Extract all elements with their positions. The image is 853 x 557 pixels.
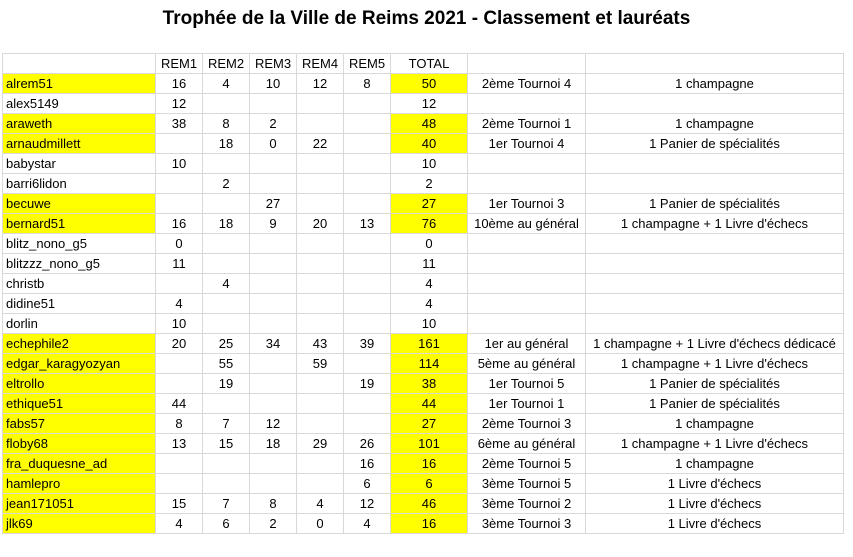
rem4-cell[interactable]: 43 xyxy=(297,334,344,354)
placement-cell[interactable]: 10ème au général xyxy=(468,214,586,234)
empty-cell[interactable] xyxy=(586,174,844,194)
prize-cell[interactable]: 1 Livre d'échecs xyxy=(586,514,844,534)
rem1-cell[interactable]: 4 xyxy=(156,294,203,314)
empty-cell[interactable] xyxy=(586,254,844,274)
rem5-cell[interactable]: 26 xyxy=(344,434,391,454)
empty-cell[interactable] xyxy=(586,94,844,114)
rem3-cell[interactable] xyxy=(250,154,297,174)
rem2-cell[interactable]: 15 xyxy=(203,434,250,454)
rem5-cell[interactable]: 8 xyxy=(344,74,391,94)
rem4-cell[interactable] xyxy=(297,194,344,214)
rem4-cell[interactable] xyxy=(297,474,344,494)
prize-cell[interactable]: 1 champagne xyxy=(586,414,844,434)
rem3-cell[interactable]: 8 xyxy=(250,494,297,514)
total-cell[interactable]: 12 xyxy=(391,94,468,114)
rem2-cell[interactable] xyxy=(203,474,250,494)
rem3-cell[interactable] xyxy=(250,474,297,494)
player-name-cell[interactable]: eltrollo xyxy=(3,374,156,394)
player-name-cell[interactable]: jean171051 xyxy=(3,494,156,514)
empty-cell[interactable] xyxy=(468,274,586,294)
rem5-cell[interactable] xyxy=(344,414,391,434)
table-row xyxy=(3,254,844,274)
table-row xyxy=(3,334,844,354)
rem1-cell[interactable] xyxy=(156,474,203,494)
placement-cell[interactable]: 2ème Tournoi 5 xyxy=(468,454,586,474)
rem4-cell[interactable] xyxy=(297,254,344,274)
header-rem4[interactable]: REM4 xyxy=(297,54,344,74)
table-row xyxy=(3,94,844,114)
empty-cell[interactable] xyxy=(468,254,586,274)
rem1-cell[interactable]: 4 xyxy=(156,514,203,534)
player-name-cell[interactable]: christb xyxy=(3,274,156,294)
total-cell[interactable]: 50 xyxy=(391,74,468,94)
rem4-cell[interactable] xyxy=(297,414,344,434)
rem4-cell[interactable]: 20 xyxy=(297,214,344,234)
player-name-cell[interactable]: ethique51 xyxy=(3,394,156,414)
rem4-cell[interactable] xyxy=(297,374,344,394)
table-row xyxy=(3,414,844,434)
rem2-cell[interactable]: 7 xyxy=(203,414,250,434)
rem2-cell[interactable]: 19 xyxy=(203,374,250,394)
rem1-cell[interactable] xyxy=(156,354,203,374)
rem2-cell[interactable]: 2 xyxy=(203,174,250,194)
placement-cell[interactable]: 1er au général xyxy=(468,334,586,354)
rem1-cell[interactable] xyxy=(156,194,203,214)
rem2-cell[interactable]: 18 xyxy=(203,134,250,154)
total-cell[interactable]: 16 xyxy=(391,514,468,534)
empty-cell[interactable] xyxy=(468,174,586,194)
rem4-cell[interactable] xyxy=(297,114,344,134)
rem5-cell[interactable]: 39 xyxy=(344,334,391,354)
rem1-cell[interactable] xyxy=(156,174,203,194)
rem1-cell[interactable]: 10 xyxy=(156,314,203,334)
rem5-cell[interactable]: 6 xyxy=(344,474,391,494)
header-empty-cell[interactable] xyxy=(3,54,156,74)
rem1-cell[interactable]: 16 xyxy=(156,74,203,94)
player-name-cell[interactable]: didine51 xyxy=(3,294,156,314)
placement-cell[interactable]: 3ème Tournoi 3 xyxy=(468,514,586,534)
rem2-cell[interactable] xyxy=(203,154,250,174)
total-cell[interactable]: 40 xyxy=(391,134,468,154)
placement-cell[interactable]: 1er Tournoi 1 xyxy=(468,394,586,414)
rem3-cell[interactable]: 27 xyxy=(250,194,297,214)
rem3-cell[interactable] xyxy=(250,94,297,114)
rem3-cell[interactable]: 2 xyxy=(250,114,297,134)
player-name-cell[interactable]: echephile2 xyxy=(3,334,156,354)
table-row xyxy=(3,374,844,394)
rem2-cell[interactable] xyxy=(203,94,250,114)
rem4-cell[interactable] xyxy=(297,274,344,294)
rem5-cell[interactable] xyxy=(344,94,391,114)
rem3-cell[interactable]: 0 xyxy=(250,134,297,154)
prize-cell[interactable]: 1 champagne + 1 Livre d'échecs xyxy=(586,214,844,234)
rem1-cell[interactable] xyxy=(156,274,203,294)
total-cell[interactable]: 101 xyxy=(391,434,468,454)
total-cell[interactable]: 11 xyxy=(391,254,468,274)
player-name-cell[interactable]: barri6lidon xyxy=(3,174,156,194)
rem3-cell[interactable]: 34 xyxy=(250,334,297,354)
table-row xyxy=(3,134,844,154)
rem2-cell[interactable] xyxy=(203,454,250,474)
rem4-cell[interactable] xyxy=(297,94,344,114)
placement-cell[interactable]: 1er Tournoi 5 xyxy=(468,374,586,394)
rem1-cell[interactable]: 38 xyxy=(156,114,203,134)
table-row xyxy=(3,394,844,414)
prize-cell[interactable]: 1 Panier de spécialités xyxy=(586,194,844,214)
total-cell[interactable]: 10 xyxy=(391,314,468,334)
rem2-cell[interactable]: 7 xyxy=(203,494,250,514)
total-cell[interactable]: 161 xyxy=(391,334,468,354)
rem1-cell[interactable] xyxy=(156,374,203,394)
placement-cell[interactable]: 1er Tournoi 3 xyxy=(468,194,586,214)
player-name-cell[interactable]: jlk69 xyxy=(3,514,156,534)
total-cell[interactable]: 114 xyxy=(391,354,468,374)
rem5-cell[interactable] xyxy=(344,154,391,174)
header-row xyxy=(3,54,844,74)
player-name-cell[interactable]: fra_duquesne_ad xyxy=(3,454,156,474)
rem1-cell[interactable]: 20 xyxy=(156,334,203,354)
rem2-cell[interactable]: 4 xyxy=(203,74,250,94)
rem4-cell[interactable]: 59 xyxy=(297,354,344,374)
placement-cell[interactable]: 3ème Tournoi 2 xyxy=(468,494,586,514)
rem4-cell[interactable]: 22 xyxy=(297,134,344,154)
placement-cell[interactable]: 2ème Tournoi 4 xyxy=(468,74,586,94)
rem5-cell[interactable]: 19 xyxy=(344,374,391,394)
rem1-cell[interactable]: 11 xyxy=(156,254,203,274)
placement-cell[interactable]: 3ème Tournoi 5 xyxy=(468,474,586,494)
rem3-cell[interactable]: 18 xyxy=(250,434,297,454)
player-name-cell[interactable]: alex5149 xyxy=(3,94,156,114)
total-cell[interactable]: 76 xyxy=(391,214,468,234)
rem1-cell[interactable]: 8 xyxy=(156,414,203,434)
rem3-cell[interactable]: 9 xyxy=(250,214,297,234)
table-row xyxy=(3,154,844,174)
rem5-cell[interactable] xyxy=(344,274,391,294)
rem2-cell[interactable] xyxy=(203,394,250,414)
prize-cell[interactable]: 1 champagne xyxy=(586,454,844,474)
rem3-cell[interactable]: 10 xyxy=(250,74,297,94)
player-name-cell[interactable]: blitz_nono_g5 xyxy=(3,234,156,254)
placement-cell[interactable]: 2ème Tournoi 3 xyxy=(468,414,586,434)
rem4-cell[interactable] xyxy=(297,174,344,194)
sheet-title: Trophée de la Ville de Reims 2021 - Classement et lauréats xyxy=(162,8,691,29)
rem4-cell[interactable] xyxy=(297,234,344,254)
total-cell[interactable]: 48 xyxy=(391,114,468,134)
player-name-cell[interactable]: araweth xyxy=(3,114,156,134)
player-name-cell[interactable]: floby68 xyxy=(3,434,156,454)
rem3-cell[interactable] xyxy=(250,374,297,394)
player-name-cell[interactable]: becuwe xyxy=(3,194,156,214)
rem5-cell[interactable] xyxy=(344,314,391,334)
table-row xyxy=(3,174,844,194)
empty-cell[interactable] xyxy=(468,234,586,254)
rem1-cell[interactable]: 12 xyxy=(156,94,203,114)
rem3-cell[interactable] xyxy=(250,354,297,374)
prize-cell[interactable]: 1 Livre d'échecs xyxy=(586,474,844,494)
table-row xyxy=(3,314,844,334)
table-row xyxy=(3,234,844,254)
prize-cell[interactable]: 1 Panier de spécialités xyxy=(586,134,844,154)
rem5-cell[interactable] xyxy=(344,194,391,214)
rem2-cell[interactable]: 6 xyxy=(203,514,250,534)
rem4-cell[interactable]: 4 xyxy=(297,494,344,514)
player-name-cell[interactable]: alrem51 xyxy=(3,74,156,94)
total-cell[interactable]: 6 xyxy=(391,474,468,494)
total-cell[interactable]: 27 xyxy=(391,194,468,214)
rem2-cell[interactable] xyxy=(203,254,250,274)
header-rem3[interactable]: REM3 xyxy=(250,54,297,74)
placement-cell[interactable]: 1er Tournoi 4 xyxy=(468,134,586,154)
rem3-cell[interactable]: 2 xyxy=(250,514,297,534)
header-empty-cell[interactable] xyxy=(468,54,586,74)
player-name-cell[interactable]: edgar_karagyozyan xyxy=(3,354,156,374)
prize-cell[interactable]: 1 Panier de spécialités xyxy=(586,394,844,414)
rem3-cell[interactable] xyxy=(250,174,297,194)
prize-cell[interactable]: 1 champagne + 1 Livre d'échecs xyxy=(586,354,844,374)
rem3-cell[interactable] xyxy=(250,454,297,474)
player-name-cell[interactable]: babystar xyxy=(3,154,156,174)
placement-cell[interactable]: 5ème au général xyxy=(468,354,586,374)
prize-cell[interactable]: 1 champagne + 1 Livre d'échecs dédicacé xyxy=(586,334,844,354)
header-rem1[interactable]: REM1 xyxy=(156,54,203,74)
total-cell[interactable]: 44 xyxy=(391,394,468,414)
rem1-cell[interactable]: 15 xyxy=(156,494,203,514)
table-row xyxy=(3,494,844,514)
rem2-cell[interactable]: 4 xyxy=(203,274,250,294)
rem1-cell[interactable] xyxy=(156,134,203,154)
empty-cell[interactable] xyxy=(586,294,844,314)
rem3-cell[interactable] xyxy=(250,394,297,414)
rem5-cell[interactable] xyxy=(344,174,391,194)
total-cell[interactable]: 38 xyxy=(391,374,468,394)
rem5-cell[interactable]: 4 xyxy=(344,514,391,534)
rem5-cell[interactable] xyxy=(344,134,391,154)
table-row xyxy=(3,214,844,234)
player-name-cell[interactable]: hamlepro xyxy=(3,474,156,494)
rem4-cell[interactable] xyxy=(297,454,344,474)
rem2-cell[interactable] xyxy=(203,234,250,254)
rem5-cell[interactable]: 16 xyxy=(344,454,391,474)
rem3-cell[interactable] xyxy=(250,254,297,274)
rem4-cell[interactable] xyxy=(297,314,344,334)
table-row xyxy=(3,274,844,294)
blank-row xyxy=(3,34,844,54)
rem3-cell[interactable] xyxy=(250,314,297,334)
rem2-cell[interactable]: 8 xyxy=(203,114,250,134)
prize-cell[interactable]: 1 champagne xyxy=(586,114,844,134)
prize-cell[interactable]: 1 Panier de spécialités xyxy=(586,374,844,394)
rem1-cell[interactable]: 16 xyxy=(156,214,203,234)
player-name-cell[interactable]: dorlin xyxy=(3,314,156,334)
table-row xyxy=(3,294,844,314)
empty-cell[interactable] xyxy=(468,94,586,114)
rem1-cell[interactable] xyxy=(156,454,203,474)
total-cell[interactable]: 4 xyxy=(391,294,468,314)
placement-cell[interactable]: 2ème Tournoi 1 xyxy=(468,114,586,134)
rem2-cell[interactable] xyxy=(203,314,250,334)
rem3-cell[interactable] xyxy=(250,234,297,254)
rem5-cell[interactable] xyxy=(344,254,391,274)
table-row xyxy=(3,514,844,534)
total-cell[interactable]: 2 xyxy=(391,174,468,194)
rem5-cell[interactable] xyxy=(344,394,391,414)
prize-cell[interactable]: 1 champagne + 1 Livre d'échecs xyxy=(586,434,844,454)
empty-cell[interactable] xyxy=(586,274,844,294)
rem4-cell[interactable] xyxy=(297,394,344,414)
rem1-cell[interactable]: 44 xyxy=(156,394,203,414)
rem3-cell[interactable] xyxy=(250,294,297,314)
rem5-cell[interactable]: 13 xyxy=(344,214,391,234)
rem2-cell[interactable]: 18 xyxy=(203,214,250,234)
rem4-cell[interactable]: 29 xyxy=(297,434,344,454)
total-cell[interactable]: 10 xyxy=(391,154,468,174)
rem2-cell[interactable] xyxy=(203,194,250,214)
table-row xyxy=(3,194,844,214)
table-row xyxy=(3,74,844,94)
table-row xyxy=(3,474,844,494)
total-cell[interactable]: 46 xyxy=(391,494,468,514)
player-name-cell[interactable]: blitzzz_nono_g5 xyxy=(3,254,156,274)
prize-cell[interactable]: 1 champagne xyxy=(586,74,844,94)
table-row xyxy=(3,434,844,454)
empty-cell[interactable] xyxy=(586,154,844,174)
player-name-cell[interactable]: fabs57 xyxy=(3,414,156,434)
total-cell[interactable]: 4 xyxy=(391,274,468,294)
rem1-cell[interactable]: 10 xyxy=(156,154,203,174)
rem5-cell[interactable] xyxy=(344,234,391,254)
table-row xyxy=(3,114,844,134)
header-rem2[interactable]: REM2 xyxy=(203,54,250,74)
ranking-table xyxy=(2,34,844,534)
rem4-cell[interactable]: 12 xyxy=(297,74,344,94)
table-row xyxy=(3,354,844,374)
rem5-cell[interactable]: 12 xyxy=(344,494,391,514)
rem5-cell[interactable] xyxy=(344,294,391,314)
empty-cell[interactable] xyxy=(586,314,844,334)
rem4-cell[interactable] xyxy=(297,154,344,174)
rem3-cell[interactable]: 12 xyxy=(250,414,297,434)
rem1-cell[interactable]: 0 xyxy=(156,234,203,254)
rem5-cell[interactable] xyxy=(344,114,391,134)
total-cell[interactable]: 27 xyxy=(391,414,468,434)
rem5-cell[interactable] xyxy=(344,354,391,374)
rem2-cell[interactable]: 25 xyxy=(203,334,250,354)
empty-cell[interactable] xyxy=(468,294,586,314)
header-total[interactable]: TOTAL xyxy=(391,54,468,74)
player-name-cell[interactable]: arnaudmillett xyxy=(3,134,156,154)
total-cell[interactable]: 16 xyxy=(391,454,468,474)
total-cell[interactable]: 0 xyxy=(391,234,468,254)
rem2-cell[interactable] xyxy=(203,294,250,314)
header-rem5[interactable]: REM5 xyxy=(344,54,391,74)
rem1-cell[interactable]: 13 xyxy=(156,434,203,454)
rem4-cell[interactable]: 0 xyxy=(297,514,344,534)
rem3-cell[interactable] xyxy=(250,274,297,294)
placement-cell[interactable]: 6ème au général xyxy=(468,434,586,454)
rem2-cell[interactable]: 55 xyxy=(203,354,250,374)
table-row xyxy=(3,454,844,474)
empty-cell[interactable] xyxy=(586,234,844,254)
header-empty-cell[interactable] xyxy=(586,54,844,74)
player-name-cell[interactable]: bernard51 xyxy=(3,214,156,234)
empty-cell[interactable] xyxy=(468,314,586,334)
rem4-cell[interactable] xyxy=(297,294,344,314)
prize-cell[interactable]: 1 Livre d'échecs xyxy=(586,494,844,514)
empty-cell[interactable] xyxy=(468,154,586,174)
